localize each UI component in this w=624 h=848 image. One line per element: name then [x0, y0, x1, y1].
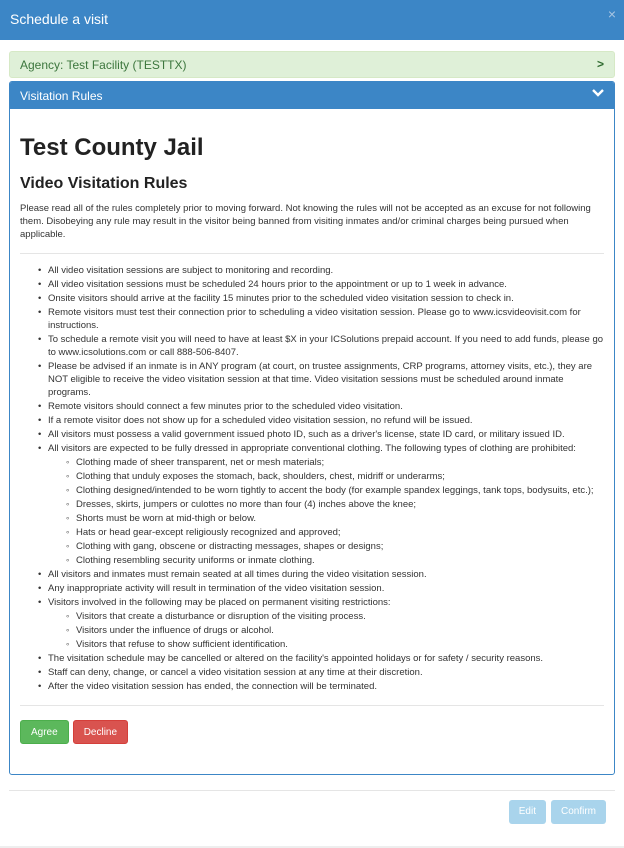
chevron-down-icon — [592, 87, 604, 101]
rule-item — [38, 442, 604, 567]
rule-item — [38, 680, 604, 693]
rule-subitem: ◦ Visitors that refuse to show sufficient identification. — [66, 638, 604, 651]
confirm-button[interactable]: Confirm — [551, 800, 606, 824]
rule-text: To schedule a remote visit you will need to have at least $X in your ICSolutions prepaid account. If you need to add funds, please go to www.icsolutions.com or call 888-506-8407. — [48, 334, 604, 358]
rule-item — [38, 278, 604, 291]
rule-item — [38, 652, 604, 665]
rule-text: The visitation schedule may be cancelled or altered on the facility's appointed holidays or for safety / security reasons. — [48, 653, 544, 664]
visitation-rules-panel — [9, 81, 615, 775]
rule-item — [38, 596, 604, 651]
rule-subitem: ◦ Shorts must be worn at mid-thigh or below. — [66, 512, 604, 525]
rule-item — [38, 428, 604, 441]
modal-header — [0, 0, 624, 40]
rules-subheading: Video Visitation Rules — [20, 175, 188, 192]
rule-sublist — [48, 610, 604, 651]
rule-subitem: ◦ Dresses, skirts, jumpers or culottes no more than four (4) inches above the knee; — [66, 498, 604, 511]
rule-text: Please be advised if an inmate is in ANY program (at court, on trustee assignments, CRP programs, attorney visits, etc.), they are NOT eligible to receive the video visitation session at that time. Video visitation sessions must be scheduled around inmate programs. — [48, 361, 593, 398]
rule-text: After the video visitation session has ended, the connection will be terminated. — [48, 681, 377, 692]
modal-title: Schedule a visit — [10, 11, 109, 27]
rule-subitem: ◦ Clothing made of sheer transparent, net or mesh materials; — [66, 456, 604, 469]
rule-subitem: ◦ Clothing resembling security uniforms or inmate clothing. — [66, 554, 604, 567]
edit-button[interactable]: Edit — [509, 800, 546, 824]
rule-subitem: ◦ Clothing that unduly exposes the stomach, back, shoulders, chest, midriff or underarms; — [66, 470, 604, 483]
rules-panel-header[interactable] — [10, 82, 614, 109]
rule-subitem: ◦ Clothing designed/intended to be worn tightly to accent the body (for example spandex leggings, tank tops, bodysuits, etc.); — [66, 484, 604, 497]
rules-panel-body — [10, 134, 614, 744]
rule-text: Staff can deny, change, or cancel a video visitation session at any time at their discretion. — [48, 667, 423, 678]
chevron-right-icon: > — [596, 57, 604, 71]
rule-text: All visitors are expected to be fully dressed in appropriate conventional clothing. The following types of clothing are prohibited: — [48, 443, 576, 454]
divider — [20, 705, 604, 706]
rule-item — [38, 400, 604, 413]
rule-item — [38, 264, 604, 277]
rule-item — [38, 568, 604, 581]
rule-text: Onsite visitors should arrive at the facility 15 minutes prior to the scheduled video visitation session to check in. — [48, 293, 514, 304]
rule-subitem: ◦ Hats or head gear-except religiously recognized and approved; — [66, 526, 604, 539]
rules-panel-title: Visitation Rules — [20, 89, 103, 103]
rule-item — [38, 414, 604, 427]
rule-text: All video visitation sessions must be scheduled 24 hours prior to the appointment or up to 1 week in advance. — [48, 279, 507, 290]
rule-text: Any inappropriate activity will result in termination of the video visitation session. — [48, 583, 385, 594]
rule-subitem: ◦ Visitors under the influence of drugs or alcohol. — [66, 624, 604, 637]
rule-text: Visitors involved in the following may be placed on permanent visiting restrictions: — [48, 597, 391, 608]
rule-sublist — [48, 456, 604, 567]
rules-action-row — [20, 720, 604, 744]
rule-item — [38, 360, 604, 399]
close-icon[interactable]: × — [607, 6, 616, 22]
rule-text: Remote visitors should connect a few minutes prior to the scheduled video visitation. — [48, 401, 403, 412]
rule-text: If a remote visitor does not show up for a scheduled video visitation session, no refund will be issued. — [48, 415, 473, 426]
rule-item — [38, 292, 604, 305]
decline-button[interactable]: Decline — [73, 720, 128, 744]
rule-item — [38, 306, 604, 332]
agree-button[interactable]: Agree — [20, 720, 69, 744]
footer-divider — [9, 790, 615, 791]
agency-label: Agency: Test Facility (TESTTX) — [20, 58, 187, 72]
rule-subitem: ◦ Clothing with gang, obscene or distracting messages, shapes or designs; — [66, 540, 604, 553]
rule-text: All visitors and inmates must remain seated at all times during the video visitation session. — [48, 569, 427, 580]
rules-intro: Please read all of the rules completely prior to moving forward. Not knowing the rules will not be accepted as an excuse for not following them. Disobeying any rule may result in the visitor being banned from visiting inmates and/or criminal charges being pursued when applicable. — [20, 203, 591, 240]
rule-text: All video visitation sessions are subject to monitoring and recording. — [48, 265, 334, 276]
divider — [20, 253, 604, 254]
rule-item — [38, 333, 604, 359]
rules-list — [20, 264, 604, 693]
modal-footer — [509, 800, 606, 824]
rule-subitem: ◦ Visitors that create a disturbance or disruption of the visiting process. — [66, 610, 604, 623]
facility-heading: Test County Jail — [20, 134, 204, 161]
agency-panel-header[interactable] — [9, 51, 615, 78]
rule-text: Remote visitors must test their connection prior to scheduling a video visitation session. Please go to www.icsvideovisit.com for instructions. — [48, 307, 581, 331]
rule-item — [38, 582, 604, 595]
rule-item — [38, 666, 604, 679]
rule-text: All visitors must possess a valid government issued photo ID, such as a driver's license, state ID card, or military issued ID. — [48, 429, 565, 440]
